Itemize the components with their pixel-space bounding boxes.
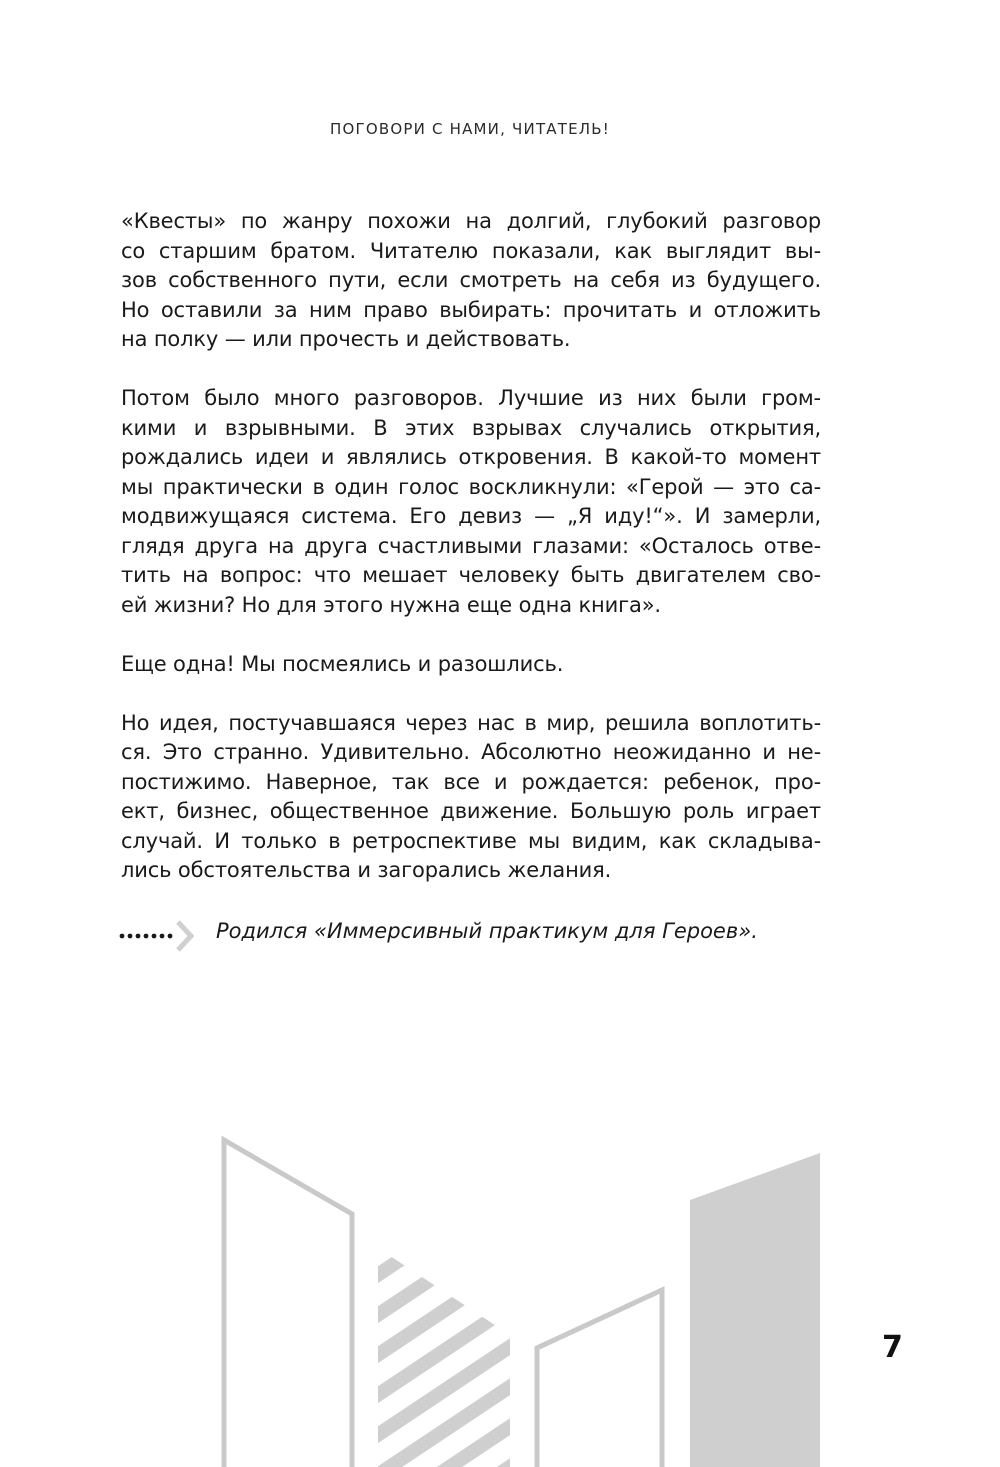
- text-line: глядя друга на друга счастливыми глазами: «Осталось отве-: [121, 533, 821, 558]
- text-line: со старшим братом. Читателю показали, как выглядит вы-: [121, 238, 821, 263]
- conclusion-text: Родился «Иммерсивный практикум для Героев».: [216, 919, 758, 943]
- building-outline-left: [224, 1140, 352, 1467]
- text-line: модвижущаяся система. Его девиз — „Я иду!“». И замерли,: [121, 504, 821, 528]
- text-line: ся. Это странно. Удивительно. Абсолютно неожиданно и не-: [121, 740, 821, 764]
- page-number: 7: [882, 1330, 903, 1365]
- paragraph-2: [121, 384, 821, 620]
- text-line: тить на вопрос: что мешает человеку быть двигателем сво-: [121, 563, 821, 587]
- text-line: случай. И только в ретроспективе мы видим, как складыва-: [121, 828, 821, 853]
- paragraph-4: [121, 709, 821, 886]
- text-line: Но идея, постучавшаяся через нас в мир, решила воплотить-: [121, 710, 821, 735]
- text-line: постижимо. Наверное, так все и рождается: ребенок, про-: [121, 769, 821, 794]
- text-line: ей жизни? Но для этого нужна еще одна книга».: [121, 592, 661, 617]
- text-line: рождались идеи и являлись откровения. В какой-то момент: [121, 445, 821, 469]
- text-line: Но оставили за ним право выбирать: прочитать и отложить: [121, 297, 821, 322]
- building-solid: [690, 1153, 820, 1467]
- running-head: ПОГОВОРИ С НАМИ, ЧИТАТЕЛЬ!: [329, 120, 610, 138]
- dotted-arrow-icon: [118, 915, 198, 955]
- body-text: [121, 207, 821, 915]
- text-line: на полку — или прочесть и действовать.: [121, 327, 571, 351]
- paragraph-3: [121, 650, 821, 680]
- text-line: мы практически в один голос воскликнули: «Герой — это са-: [121, 474, 821, 499]
- decorative-buildings: [0, 1120, 1000, 1467]
- text-line: «Квесты» по жанру похожи на долгий, глубокий разговор: [121, 209, 821, 233]
- text-line: ект, бизнес, общественное движение. Большую роль играет: [121, 799, 821, 823]
- text-line: кими и взрывными. В этих взрывах случались открытия,: [121, 415, 821, 440]
- conclusion-callout: [118, 915, 878, 955]
- building-striped: [370, 1180, 520, 1467]
- building-outline-right: [537, 1290, 662, 1467]
- text-line: Еще одна! Мы посмеялись и разошлись.: [121, 651, 564, 676]
- paragraph-1: [121, 207, 821, 355]
- text-line: Потом было много разговоров. Лучшие из них были гром-: [121, 386, 821, 410]
- text-line: зов собственного пути, если смотреть на себя из будущего.: [121, 268, 821, 292]
- text-line: лись обстоятельства и загорались желания.: [121, 858, 612, 882]
